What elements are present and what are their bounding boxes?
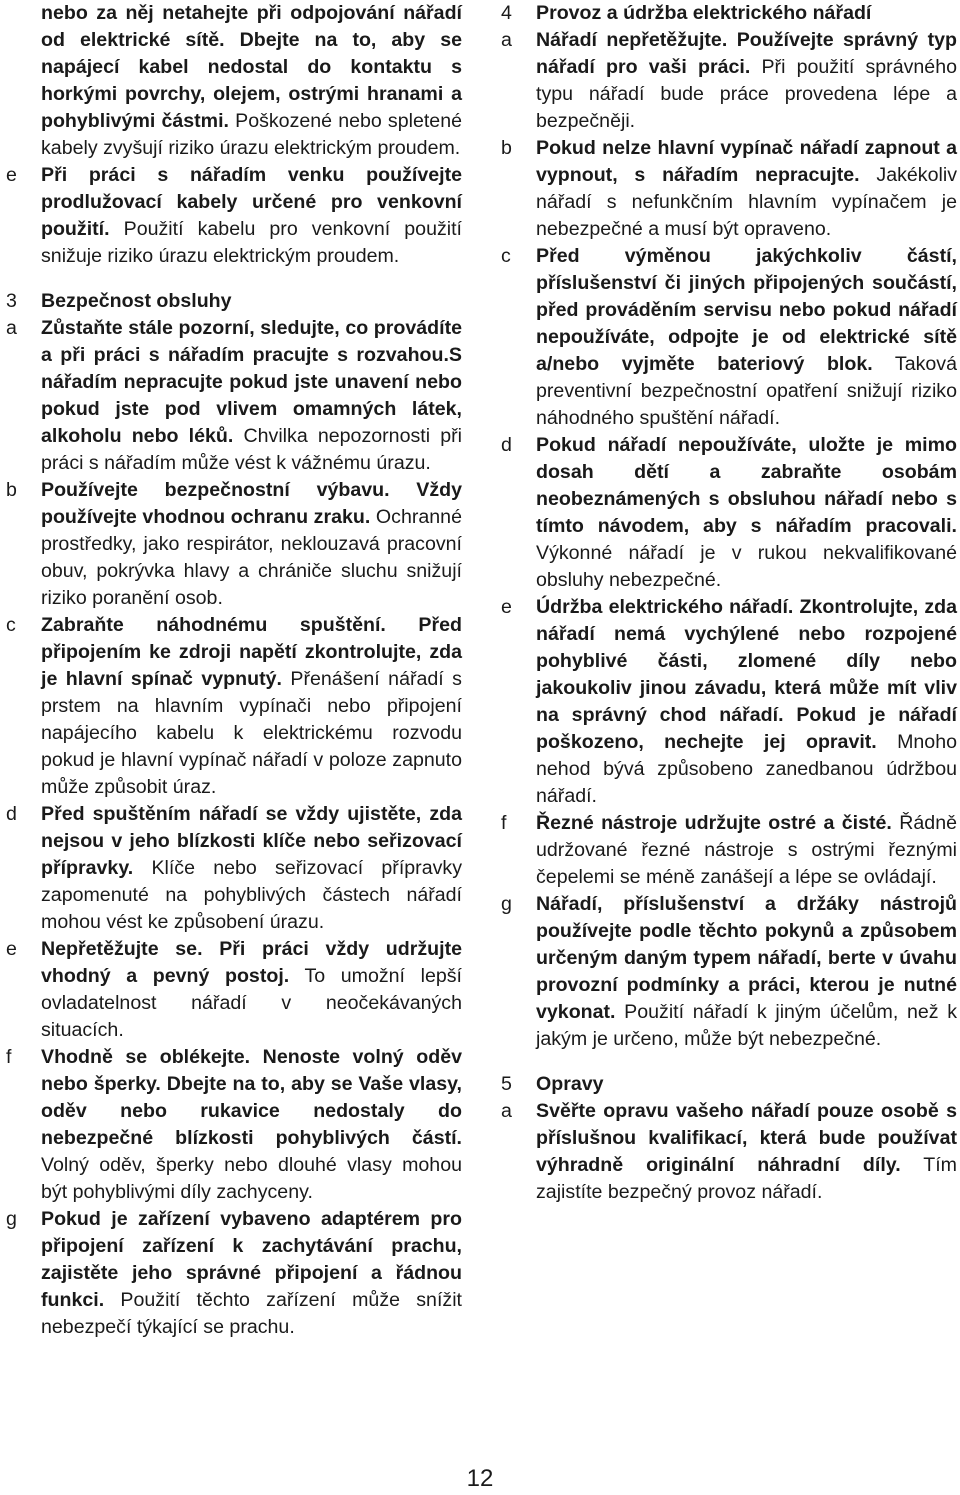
item-marker: g xyxy=(6,1208,17,1230)
list-item xyxy=(6,1206,462,1341)
item-normal-text: Poškozené nebo spletené kabely zvyšují riziko úrazu elektrickým proudem. xyxy=(41,110,462,159)
item-bold-text: Nářadí nepřetěžujte. Používejte správný typ nářadí pro vaši práci. xyxy=(536,29,957,78)
item-text xyxy=(41,162,462,270)
list-item xyxy=(6,612,462,801)
item-normal-text: Ochranné prostředky, jako respirátor, neklouzavá pracovní obuv, pokrývka hlavy a chrániče sluchu snižují riziko poranění osob. xyxy=(41,506,462,609)
section-heading xyxy=(6,288,462,315)
list-item xyxy=(501,810,957,891)
item-text xyxy=(536,243,957,432)
page-number: 12 xyxy=(466,1465,494,1492)
item-marker: c xyxy=(6,614,16,636)
item-bold-text: Pokud nářadí nepoužíváte, uložte je mimo dosah dětí a zabraňte osobám neobeznámených s obsluhou nářadí nebo s tímto návodem, aby s nářadím pracovali. xyxy=(536,434,957,537)
item-normal-text: Tím zajistíte bezpečný provoz nářadí. xyxy=(536,1154,957,1203)
list-item xyxy=(501,243,957,432)
item-text xyxy=(536,432,957,594)
item-bold-text: Nářadí, příslušenství a držáky nástrojů používejte podle těchto pokynů a způsobem určeným daným typem nářadí, berte v úvahu provozní podmínky a práci, kterou je nutné vykonat. xyxy=(536,893,957,1023)
item-text xyxy=(536,1098,957,1206)
list-item xyxy=(6,801,462,936)
item-marker: a xyxy=(501,1100,512,1122)
item-bold-text: Před spuštěním nářadí se vždy ujistěte, zda nejsou v jeho blízkosti klíče nebo seřizovací přípravky. xyxy=(41,803,462,879)
item-text xyxy=(41,1206,462,1341)
list-item xyxy=(501,594,957,810)
list-item xyxy=(501,432,957,594)
item-normal-text: To umožní lepší ovladatelnost nářadí v neočekávaných situacích. xyxy=(41,965,462,1041)
list-item xyxy=(501,27,957,135)
section-title: Opravy xyxy=(536,1073,604,1095)
item-bold-text: nebo za něj netahejte při odpojování nářadí od elektrické sítě. Dbejte na to, aby se napájecí kabel nedostal do kontaktu s horkými povrchy, olejem, ostrými hranami a pohyblivými částmi. xyxy=(41,2,462,132)
item-bold-text: Údržba elektrického nářadí. Zkontrolujte, zda nářadí nemá vychýlené nebo rozpojené pohyblivé části, zlomené díly nebo jakoukoliv jinou závadu, která může mít vliv na správný chod nářadí. Pokud je nářadí poškozeno, nechejte jej opravit. xyxy=(536,596,957,753)
right-column xyxy=(501,0,957,1206)
item-marker: b xyxy=(501,137,512,159)
item-text xyxy=(536,594,957,810)
list-item xyxy=(6,477,462,612)
item-text xyxy=(536,27,957,135)
item-text xyxy=(41,936,462,1044)
item-marker: f xyxy=(501,812,507,834)
item-normal-text: Při použití správného typu nářadí bude práce provedena lépe a bezpečněji. xyxy=(536,56,957,132)
item-normal-text: Použití nářadí k jiným účelům, než k jakým je určeno, může být nebezpečné. xyxy=(536,1001,957,1050)
section-heading xyxy=(501,0,957,27)
item-normal-text: Mnoho nehod bývá způsobeno zanedbanou údržbou nářadí. xyxy=(536,731,957,807)
item-text xyxy=(41,0,462,162)
list-item xyxy=(6,315,462,477)
item-text xyxy=(536,891,957,1053)
item-marker: f xyxy=(6,1046,12,1068)
item-normal-text: Klíče nebo seřizovací přípravky zapomenuté na pohyblivých částech nářadí mohou vést ke způsobení úrazu. xyxy=(41,857,462,933)
section-number: 5 xyxy=(501,1073,512,1095)
item-normal-text: Výkonné nářadí je v rukou nekvalifikované obsluhy nebezpečné. xyxy=(536,542,957,591)
item-normal-text: Jakékoliv nářadí s nefunkčním hlavním vypínačem je nebezpečné a musí být opraveno. xyxy=(536,164,957,240)
item-bold-text: Nepřetěžujte se. Při práci vždy udržujte vhodný a pevný postoj. xyxy=(41,938,462,987)
section-number: 3 xyxy=(6,290,17,312)
item-marker xyxy=(6,0,41,162)
section-title: Provoz a údržba elektrického nářadí xyxy=(536,2,872,24)
item-text xyxy=(536,135,957,243)
left-column xyxy=(6,0,462,1341)
item-text xyxy=(41,315,462,477)
item-bold-text: Pokud nelze hlavní vypínač nářadí zapnout a vypnout, s nářadím nepracujte. xyxy=(536,137,957,186)
item-marker: c xyxy=(501,245,511,267)
section-heading xyxy=(501,1071,957,1098)
item-normal-text: Použití kabelu pro venkovní použití snižuje riziko úrazu elektrickým proudem. xyxy=(41,218,463,267)
item-normal-text: Taková preventivní bezpečnostní opatření snižují riziko náhodného spuštění nářadí. xyxy=(536,353,957,429)
item-text xyxy=(41,801,462,936)
item-bold-text: Před výměnou jakýchkoliv částí, příslušenství či jiných připojených součástí, před prováděním servisu nebo pokud nářadí nepoužíváte, odpojte je od elektrické sítě a/nebo vyjměte bateriový blok. xyxy=(536,245,957,375)
item-marker: e xyxy=(501,596,512,618)
item-normal-text: Přenášení nářadí s prstem na hlavním vypínači nebo připojení napájecího kabelu k elektrickému rozvodu pokud je hlavní vypínač nářadí v poloze zapnuto může způsobit úraz. xyxy=(41,668,462,798)
item-bold-text: Zůstaňte stále pozorní, sledujte, co provádíte a při práci s nářadím pracujte s rozvahou.S nářadím nepracujte pokud jste unavení nebo pokud jste pod vlivem omamných látek, alkoholu nebo léků. xyxy=(41,317,462,447)
item-marker: a xyxy=(501,29,512,51)
item-normal-text: Použití těchto zařízení může snížit nebezpečí týkající se prachu. xyxy=(41,1289,462,1338)
section-number: 4 xyxy=(501,2,512,24)
item-bold-text: Řezné nástroje udržujte ostré a čisté. xyxy=(536,812,892,834)
list-item xyxy=(501,891,957,1053)
item-bold-text: Vhodně se oblékejte. Nenoste volný oděv nebo šperky. Dbejte na to, aby se Vaše vlasy, oděv nebo rukavice nedostaly do nebezpečné blízkosti pohyblivých částí. xyxy=(41,1046,462,1149)
list-item xyxy=(6,1044,462,1206)
item-bold-text: Při práci s nářadím venku používejte prodlužovací kabely určené pro venkovní použití. xyxy=(41,164,462,240)
item-normal-text: Chvilka nepozornosti při práci s nářadím může vést k vážnému úrazu. xyxy=(41,425,462,474)
list-item xyxy=(6,936,462,1044)
item-normal-text: Volný oděv, šperky nebo dlouhé vlasy mohou být pohyblivými díly zachyceny. xyxy=(41,1154,462,1203)
item-text xyxy=(41,612,462,801)
item-marker: g xyxy=(501,893,512,915)
list-item xyxy=(6,162,462,270)
item-marker: d xyxy=(6,803,17,825)
list-item xyxy=(501,1098,957,1206)
item-bold-text: Zabraňte náhodnému spuštění. Před připojením ke zdroji napětí zkontrolujte, zda je hlavní spínač vypnutý. xyxy=(41,614,462,690)
item-bold-text: Svěřte opravu vašeho nářadí pouze osobě s příslušnou kvalifikací, která bude používat výhradně originální náhradní díly. xyxy=(536,1100,957,1176)
item-marker: a xyxy=(6,317,17,339)
item-text xyxy=(41,1044,462,1206)
section-title: Bezpečnost obsluhy xyxy=(41,290,232,312)
list-item xyxy=(501,135,957,243)
item-text xyxy=(536,810,957,891)
item-bold-text: Používejte bezpečnostní výbavu. Vždy používejte vhodnou ochranu zraku. xyxy=(41,479,462,528)
item-marker: e xyxy=(6,938,17,960)
item-text xyxy=(41,477,462,612)
item-marker: b xyxy=(6,479,17,501)
list-item xyxy=(6,0,462,162)
item-bold-text: Pokud je zařízení vybaveno adaptérem pro připojení zařízení k zachytávání prachu, zajistěte jeho správné připojení a řádnou funkci. xyxy=(41,1208,462,1311)
item-normal-text: Řádně udržované řezné nástroje s ostrými řeznými čepelemi se méně zanášejí a lépe se ovládají. xyxy=(536,812,957,888)
item-marker: d xyxy=(501,434,512,456)
item-marker: e xyxy=(6,164,17,186)
